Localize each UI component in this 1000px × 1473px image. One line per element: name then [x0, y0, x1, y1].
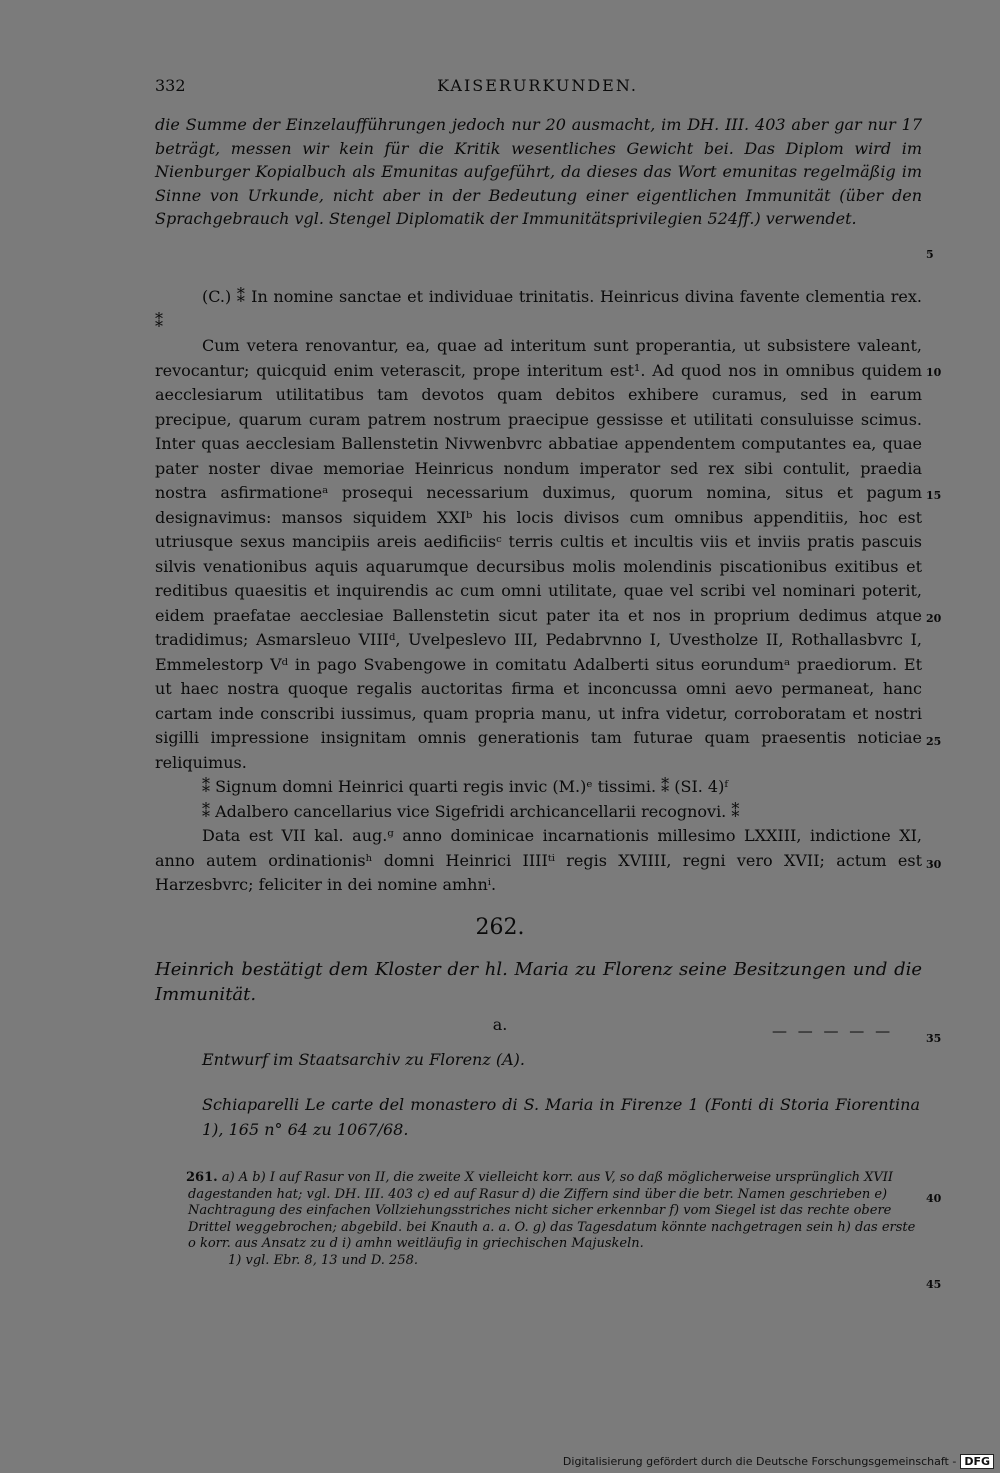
line-number: 10 — [926, 366, 942, 379]
footer-text: Digitalisierung gefördert durch die Deutsche Forschungsgemeinschaft - — [562, 1455, 957, 1468]
running-title: KAISERURKUNDEN. — [437, 76, 638, 95]
page-header — [155, 76, 920, 100]
footnote-ref: 261. — [186, 1170, 218, 1185]
variant-notes — [188, 1170, 920, 1253]
page-number: 332 — [155, 76, 186, 95]
line-number: 30 — [926, 858, 942, 871]
preamble-paragraph: die Summe der Einzelaufführungen jedoch nur 20 ausmacht, im DH. III. 403 aber gar nur 17 beträgt, messen wir kein für die Kritik wesentliches Gewicht bei. Das Diplom wird im Nienburger Kopialbuch als Emunitas aufgeführt, da dieses das Wort emunitas regelmäßig im Sinne von Urkunde, nicht aber in der Bedeutung einer eigentlichen Immunität (über den Sprachgebrauch vgl. Stengel Diplomatik der Immunitätsprivilegien 524ff.) verwendet. — [155, 115, 922, 228]
footnote-1: 1) vgl. Ebr. 8, 13 und D. 258. — [228, 1252, 419, 1268]
charter-body: Cum vetera renovantur, ea, quae ad interitum sunt properantia, ut subsistere valeant, revocantur; quicquid enim veterascit, prope interitum est¹. Ad quod nos in omnibus quidem aecclesiarum utilitatibus tam devotos quam debitos exhibere curamus, sed in earum precipue, quarum curam patrem nostrum praecipue gessisse et utilitati consuluisse scimus. Inter quas aecclesiam Ballenstetin Nivwenbvrc abbatiae appendentem computantes ea, quae pater noster divae memoriae Heinricus nondum imperator sed rex sibi contulit, praedia nostra asfirmationeᵃ prosequi necessarium duximus, quorum nomina, situs et pagum designavimus: mansos siquidem XXIᵇ his locis divisos cum omnibus appenditiis, hoc est utriusque sexus mancipiis areis aedificiisᶜ terris cultis et incultis viis et inviis pratis pascuis silvis venationibus aquis aquarumque decursibus molis molendinis piscationibus exitibus et reditibus quaesitis et inquirendis ac cum omni utilitate, quae vel scribi vel nominari poterit, eidem praefatae aecclesiae Ballenstetin sicut pater ita et nos in proprium dedimus atque tradidimus; Asmarsleuo VIIIᵈ, Uvelpeslevo III, Pedabrvnno I, Uvestholze II, Rothallasbvrc I, Emmelestorp Vᵈ in pago Svabengowe in comitatu Adalberti situs eorundumᵃ praediorum. Et ut haec nostra quoque regalis auctoritas firma et inconcussa omni aevo permaneat, hanc cartam inde conscribi iussimus, quam propria manu, ut infra videtur, corroboratam et nostri sigilli impressione insignitam omnis generationis tam futurae quam praesentis noticiae reliquimus. — [155, 336, 922, 772]
variant-apparatus: a) A b) I auf Rasur von II, die zweite X vielleicht korr. aus V, so daß möglicherweise ursprünglich XVII dagestanden hat; vgl. DH. III. 403 c) ed auf Rasur d) die Ziffern sind über die betr. Namen geschrieben e) Nachtragung des einfachen Vollziehungsstriches nicht sicher erkennbar f) vom Siegel ist das rechte obere Drittel weggebrochen; abgebild. bei Knauth a. a. O. g) das Tagesdatum könnte nachgetragen sein h) das erste o korr. aus Ansatz zu d i) amhn weitläufig in griechischen Majuskeln. — [188, 1170, 916, 1251]
line-number: 45 — [926, 1278, 942, 1291]
line-number: 40 — [926, 1192, 942, 1205]
document-number: 262. — [475, 915, 525, 940]
placeholder-dashes: — — — — — — [772, 1022, 894, 1040]
dating-clause: Data est VII kal. aug.ᵍ anno dominicae incarnationis millesimo LXXIII, indictione XI, anno autem ordinationisʰ domni Heinrici IIIIᵗⁱ regis XVIIII, regni vero XVII; actum est Harzesbvrc; feliciter in dei nomine amhnⁱ. — [155, 826, 922, 894]
dfg-logo: DFG — [960, 1454, 994, 1469]
regest-heading: Heinrich bestätigt dem Kloster der hl. Maria zu Florenz seine Besitzungen und die Immunität. — [155, 959, 922, 1005]
recognition-line: ⁑ Adalbero cancellarius vice Sigefridi archicancellarii recognovi. ⁑ — [202, 801, 740, 821]
line-number: 15 — [926, 489, 942, 502]
line-number: 25 — [926, 735, 942, 748]
invocation: (C.) ⁑ In nomine sanctae et individuae trinitatis. Heinricus divina favente clementia rex. ⁑ — [155, 287, 922, 331]
line-number: 20 — [926, 612, 942, 625]
signum-line: ⁑ Signum domni Heinrici quarti regis invic (M.)ᵉ tissimi. ⁑ (SI. 4)ᶠ — [202, 777, 728, 796]
line-number: 35 — [926, 1032, 942, 1045]
charter-text — [155, 285, 922, 898]
footnotes — [188, 1170, 920, 1269]
source-note: Entwurf im Staatsarchiv zu Florenz (A). — [202, 1050, 525, 1069]
footer-credit — [563, 1454, 994, 1469]
edition-note: Schiaparelli Le carte del monastero di S. Maria in Firenze 1 (Fonti di Storia Fiorentina 1), 165 n° 64 zu 1067/68. — [202, 1095, 920, 1139]
section-letter: a. — [492, 1015, 508, 1034]
line-number: 5 — [926, 248, 934, 261]
